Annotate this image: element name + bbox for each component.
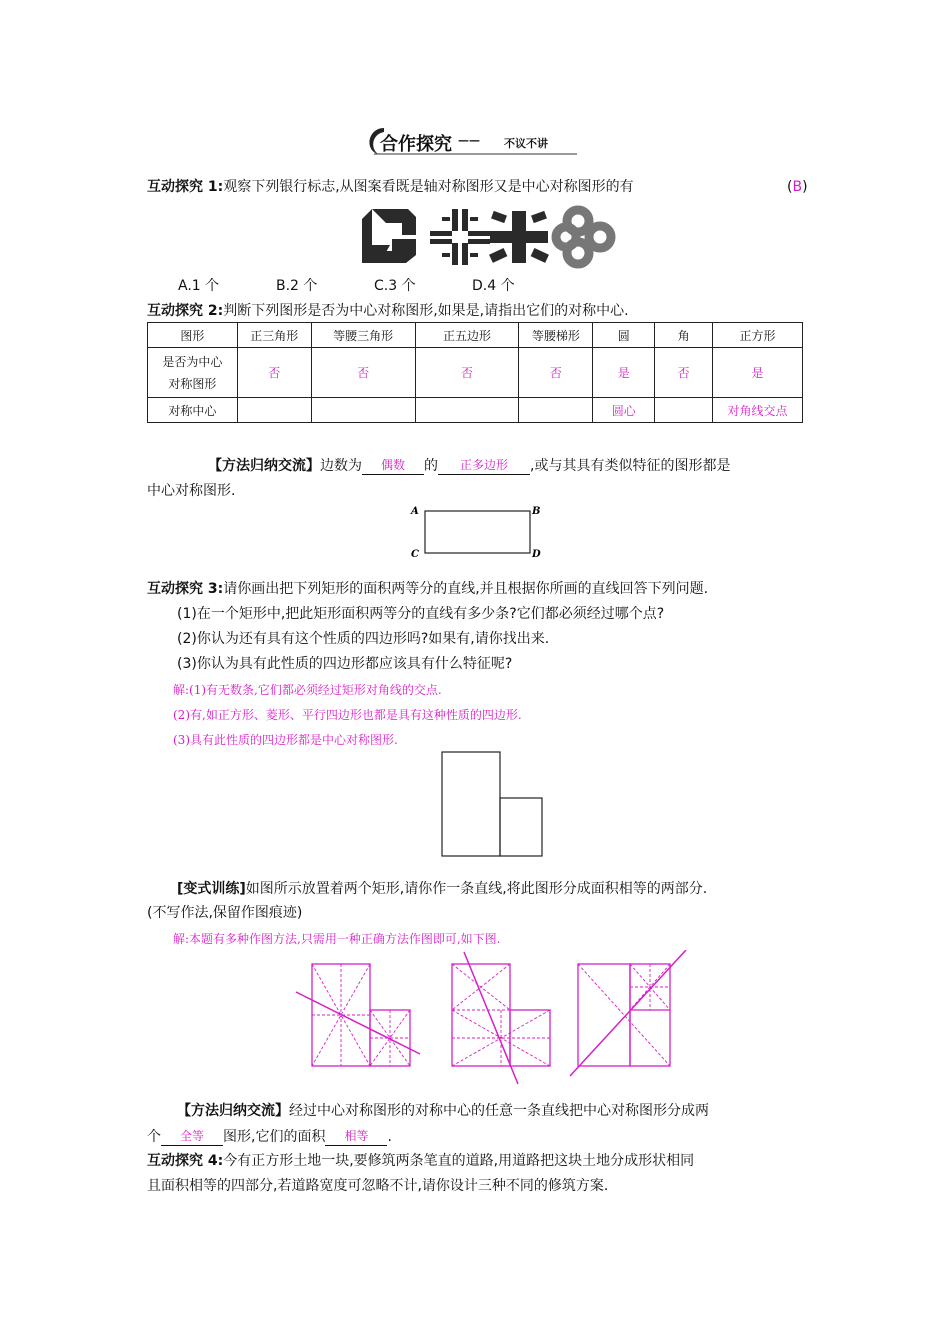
table-header-cell: 等腰梯形 xyxy=(519,323,593,348)
variant-line xyxy=(177,880,707,898)
rect-label-a: A xyxy=(411,506,419,517)
rect-label-d: D xyxy=(532,549,541,560)
q4-line xyxy=(147,1152,694,1170)
bank-logo-2-icon xyxy=(430,209,490,265)
q2-line xyxy=(147,302,629,320)
q4-line2: 且面积相等的四部分,若道路宽度可忽略不计,请你设计三种不同的修筑方案. xyxy=(147,1178,609,1194)
header-subtitle: 不议不讲 xyxy=(504,137,548,150)
method1-label: 【方法归纳交流】 xyxy=(208,458,320,474)
variant-label: [变式训练] xyxy=(177,881,246,897)
method2-text3: 图形,它们的面积 xyxy=(223,1129,326,1145)
table-row-label xyxy=(148,348,238,398)
tall-rectangle xyxy=(442,752,500,856)
table-header-cell: 圆 xyxy=(593,323,655,348)
rectangle-abcd xyxy=(425,511,530,553)
q3-text: 请你画出把下列矩形的面积两等分的直线,并且根据你所画的直线回答下列问题. xyxy=(223,581,709,597)
table-cell: 否 xyxy=(415,348,519,398)
table-header-cell: 正方形 xyxy=(713,323,803,348)
q1-answer-close: ) xyxy=(802,179,808,195)
table-header-row xyxy=(148,323,803,348)
method2-blank2 xyxy=(325,1127,387,1146)
q1-option-b: B.2 个 xyxy=(276,278,318,294)
q3-sub2: (2)你认为还有具有这个性质的四边形吗?如果有,请你找出来. xyxy=(177,631,550,647)
method1-text2: 的 xyxy=(424,458,438,474)
bank-logos xyxy=(358,203,628,271)
header-title: 合作探究 xyxy=(380,134,452,155)
method1-blank1-value: 偶数 xyxy=(380,458,405,472)
method1-line xyxy=(208,456,730,475)
table-cell xyxy=(655,398,713,423)
variant-text: 如图所示放置着两个矩形,请你作一条直线,将此图形分成面积相等的两部分. xyxy=(245,881,708,897)
q1-answer-open: ( xyxy=(787,179,793,195)
method2-text2: 个 xyxy=(147,1129,161,1145)
q4-text: 今有正方形土地一块,要修筑两条笔直的道路,用道路把这块土地分成形状相同 xyxy=(223,1153,695,1169)
table-row-label: 对称中心 xyxy=(148,398,238,423)
q1-label: 互动探究 1: xyxy=(147,179,224,195)
q3-label: 互动探究 3: xyxy=(147,581,224,597)
method2-label: 【方法归纳交流】 xyxy=(177,1103,289,1119)
table-cell: 是 xyxy=(713,348,803,398)
small-rectangle xyxy=(500,798,542,856)
rect-label-b: B xyxy=(532,506,541,517)
solution-figure-2 xyxy=(452,952,550,1084)
table-cell xyxy=(311,398,415,423)
table-row xyxy=(148,348,803,398)
table-cell: 是 xyxy=(593,348,655,398)
method1-blank1 xyxy=(362,456,424,475)
table-header-cell: 角 xyxy=(655,323,713,348)
solution-figure-3 xyxy=(570,950,686,1076)
q1-answer-bracket xyxy=(787,178,808,196)
table-cell xyxy=(237,398,311,423)
method1-text1: 边数为 xyxy=(320,458,362,474)
q1-line xyxy=(147,178,634,196)
q3-line xyxy=(147,580,708,598)
q1-option-a: A.1 个 xyxy=(178,278,220,294)
table-cell xyxy=(415,398,519,423)
table-header-cell: 等腰三角形 xyxy=(311,323,415,348)
q3-answer2: (2)有,如正方形、菱形、平行四边形也都是具有这种性质的四边形. xyxy=(173,708,522,722)
table-header-cell: 图形 xyxy=(148,323,238,348)
q1-option-c: C.3 个 xyxy=(374,278,416,294)
q4-label: 互动探究 4: xyxy=(147,1153,224,1169)
q2-text: 判断下列图形是否为中心对称图形,如果是,请指出它们的对称中心. xyxy=(223,303,629,319)
q1-answer: B xyxy=(792,179,803,195)
bank-logo-3-icon xyxy=(489,211,549,263)
q1-option-d: D.4 个 xyxy=(472,278,515,294)
q3-answer3: (3)具有此性质的四边形都是中心对称图形. xyxy=(173,733,398,747)
table-cell: 否 xyxy=(655,348,713,398)
central-symmetry-table xyxy=(147,322,803,423)
method1-line2: 中心对称图形. xyxy=(147,483,236,499)
table-cell: 否 xyxy=(311,348,415,398)
bank-logo-1-icon xyxy=(362,209,416,263)
method1-blank2 xyxy=(438,456,530,475)
table-header-cell: 正三角形 xyxy=(237,323,311,348)
table-cell xyxy=(519,398,593,423)
table-header-cell: 正五边形 xyxy=(415,323,519,348)
table-cell: 对角线交点 xyxy=(713,398,803,423)
table-cell: 圆心 xyxy=(593,398,655,423)
method1-blank2-value: 正多边形 xyxy=(459,458,508,472)
table-cell: 否 xyxy=(237,348,311,398)
row-label-line1: 是否为中心 xyxy=(162,354,223,369)
variant-answer: 解:本题有多种作图方法,只需用一种正确方法作图即可,如下图. xyxy=(173,932,501,946)
q3-sub3: (3)你认为具有此性质的四边形都应该具有什么特征呢? xyxy=(177,656,513,672)
method2-line2 xyxy=(147,1127,392,1146)
method1-text3: ,或与其具有类似特征的图形都是 xyxy=(530,458,731,474)
q3-answer1: 解:(1)有无数条,它们都必须经过矩形对角线的交点. xyxy=(173,683,442,697)
header-dash: —— xyxy=(458,134,480,147)
q3-sub1: (1)在一个矩形中,把此矩形面积两等分的直线有多少条?它们都必须经过哪个点? xyxy=(177,606,665,622)
row-label-line2: 对称图形 xyxy=(168,376,217,391)
method2-blank1 xyxy=(161,1127,223,1146)
table-cell: 否 xyxy=(519,348,593,398)
table-row xyxy=(148,398,803,423)
solution-figure-1 xyxy=(296,964,420,1066)
method2-line xyxy=(177,1102,709,1120)
q2-label: 互动探究 2: xyxy=(147,303,224,319)
bank-logo-4-icon xyxy=(556,210,611,264)
solution-figures xyxy=(292,950,692,1086)
method2-blank2-value: 相等 xyxy=(344,1129,369,1143)
rect-label-c: C xyxy=(411,549,419,560)
rectangle-abcd-figure xyxy=(408,500,548,564)
method2-text4: . xyxy=(387,1129,392,1145)
variant-line2: (不写作法,保留作图痕迹) xyxy=(147,905,303,921)
method2-text1: 经过中心对称图形的对称中心的任意一条直线把中心对称图形分成两 xyxy=(289,1103,709,1119)
two-rectangles-figure xyxy=(440,750,546,858)
method2-blank1-value: 全等 xyxy=(179,1129,204,1143)
q1-text: 观察下列银行标志,从图案看既是轴对称图形又是中心对称图形的有 xyxy=(223,179,634,195)
